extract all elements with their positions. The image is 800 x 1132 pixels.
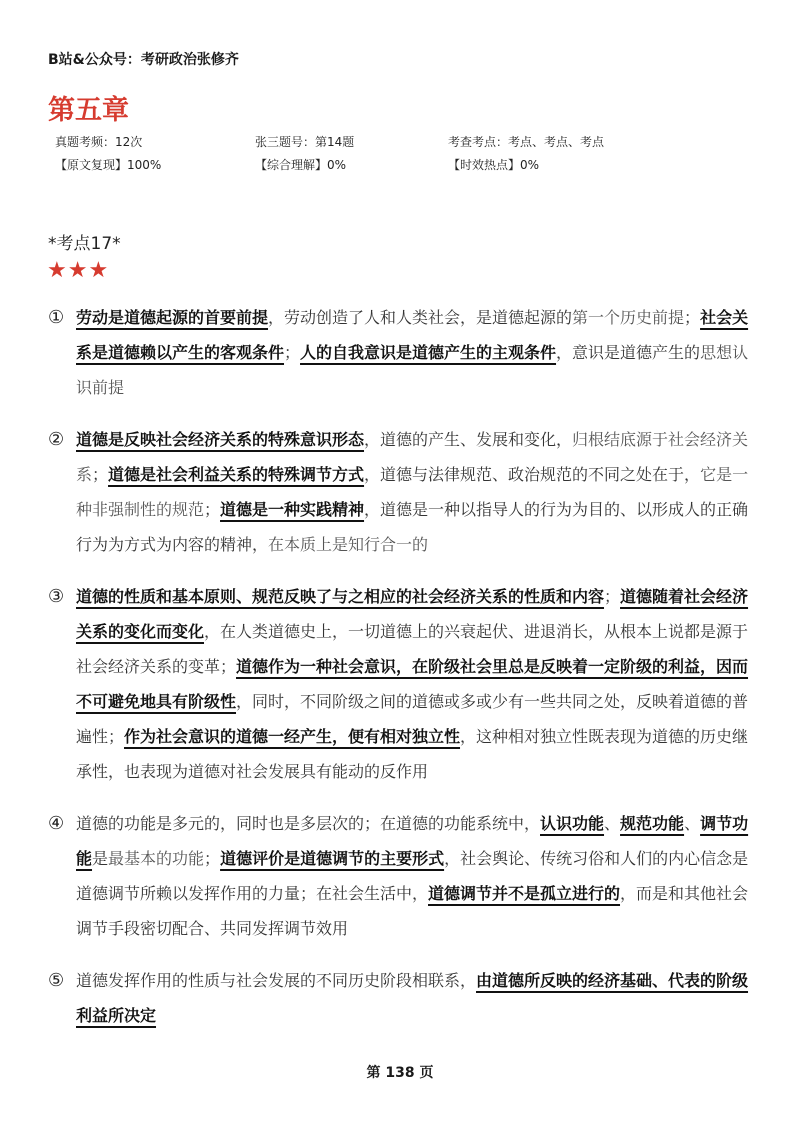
chapter-title: 第五章 bbox=[48, 95, 129, 126]
key-phrase: 作为社会意识的道德一经产生，便有相对独立性 bbox=[124, 727, 461, 746]
body-text: 它是一种非强制性的规范 bbox=[76, 465, 749, 519]
content-list bbox=[48, 300, 763, 1050]
key-phrase: 人的自我意识是道德产生的主观条件 bbox=[300, 343, 557, 362]
key-phrase: 规范功能 bbox=[620, 814, 685, 833]
body-text: ； bbox=[604, 587, 621, 606]
body-text: 最基本的功能 bbox=[108, 849, 205, 868]
key-phrase: 认识功能 bbox=[540, 814, 605, 833]
body-text: 在本质上是知行合一的 bbox=[268, 535, 429, 554]
body-text: ，在人类道德史上，一切道德上的兴衰起伏、进退消长，从根本上说都是源于社会经济关系的变革； bbox=[76, 622, 749, 676]
body-text: ，意识是道德产生的 bbox=[556, 343, 701, 362]
body-text: ，同时，不同阶级之间的道德或多或少有一些共同之处，反映着道德的普遍性； bbox=[76, 692, 749, 746]
body-text: ，劳动创造了人和人类社会，是道德起源的 bbox=[268, 308, 573, 327]
meta-exam-points: 考查考点：考点、考点、考点 bbox=[448, 135, 605, 149]
exam-point-label: *考点17* bbox=[48, 234, 121, 254]
list-item bbox=[48, 579, 763, 789]
key-phrase: 道德是反映社会经济关系的特殊意识形态 bbox=[76, 430, 365, 449]
key-phrase: 道德是一种实践精神 bbox=[220, 500, 365, 519]
key-phrase: 道德的性质和基本原则、规范反映了与之相应的社会经济关系的性质和内容 bbox=[76, 587, 605, 606]
list-item bbox=[48, 963, 763, 1033]
body-text: 道德的功能是多元的，同时也是多层次的；在道德的功能系统中， bbox=[76, 814, 541, 833]
rating-stars: ★★★ bbox=[47, 258, 110, 283]
meta-frequency: 真题考频：12次 bbox=[55, 135, 143, 149]
key-phrase: 道德调节并不是孤立进行的 bbox=[428, 884, 621, 903]
key-phrase: 道德随着社会经济关系的变化而变化 bbox=[76, 587, 749, 641]
meta-comprehension: 【综合理解】0% bbox=[255, 158, 347, 172]
body-text: ，这种相对独立性既表现为道德的历史继承性，也表现为道德对社会发展具有能动的反作用 bbox=[76, 727, 749, 781]
body-text: ； bbox=[684, 308, 701, 327]
body-text: 第一个历史前提 bbox=[572, 308, 685, 327]
body-text: 归根结底源于社会经济关系 bbox=[76, 430, 749, 484]
key-phrase: 调节功能 bbox=[76, 814, 749, 868]
body-text: ； bbox=[284, 343, 301, 362]
key-phrase: 道德评价是道德调节的主要形式 bbox=[220, 849, 445, 868]
meta-original-text: 【原文复现】100% bbox=[55, 158, 162, 172]
meta-question-number: 张三题号：第14题 bbox=[255, 135, 355, 149]
key-phrase: 道德作为一种社会意识，在阶级社会里总是反映着一定阶级的利益，因而不可避免地具有阶级性 bbox=[76, 657, 749, 711]
body-text: 道德发挥作用的性质与社会发展的不同历史阶段相联系， bbox=[76, 971, 477, 990]
body-text: ，道德的产生、发展和变化， bbox=[364, 430, 573, 449]
body-text: ，道德与法律规范、政治规范的不同之处在于， bbox=[364, 465, 701, 484]
body-text: ，而是和其他社会调节手段密切配合、共同发挥调节效用 bbox=[76, 884, 749, 938]
body-text: 思想认识前提 bbox=[76, 343, 749, 397]
item-number: ④ bbox=[48, 813, 65, 834]
source-header: B站&公众号：考研政治张修齐 bbox=[48, 52, 239, 68]
list-item bbox=[48, 300, 763, 405]
key-phrase: 由道德所反映的经济基础、代表的阶级利益所决定 bbox=[76, 971, 749, 1025]
item-number: ② bbox=[48, 429, 65, 450]
body-text: 是 bbox=[92, 849, 109, 868]
item-number: ⑤ bbox=[48, 970, 65, 991]
key-phrase: 社会关系是道德赖以产生的客观条件 bbox=[76, 308, 749, 362]
page-number: 第 138 页 bbox=[366, 1065, 434, 1081]
body-text: ； bbox=[204, 500, 221, 519]
key-phrase: 道德是社会利益关系的特殊调节方式 bbox=[108, 465, 365, 484]
body-text: ； bbox=[92, 465, 109, 484]
item-number: ① bbox=[48, 307, 65, 328]
body-text: ，道德是一种以指导人的行为为目的、以形成人的正确行为为方式为内容的精神， bbox=[76, 500, 749, 554]
meta-hot-topic: 【时效热点】0% bbox=[448, 158, 540, 172]
list-item bbox=[48, 806, 763, 946]
key-phrase: 劳动是道德起源的首要前提 bbox=[76, 308, 269, 327]
body-text: 、 bbox=[684, 814, 701, 833]
body-text: ，社会舆论、传统习俗和人们的内心信念是道德调节所赖以发挥作用的力量；在社会生活中， bbox=[76, 849, 749, 903]
body-text: ； bbox=[204, 849, 221, 868]
item-number: ③ bbox=[48, 586, 65, 607]
body-text: 、 bbox=[604, 814, 621, 833]
list-item bbox=[48, 422, 763, 562]
